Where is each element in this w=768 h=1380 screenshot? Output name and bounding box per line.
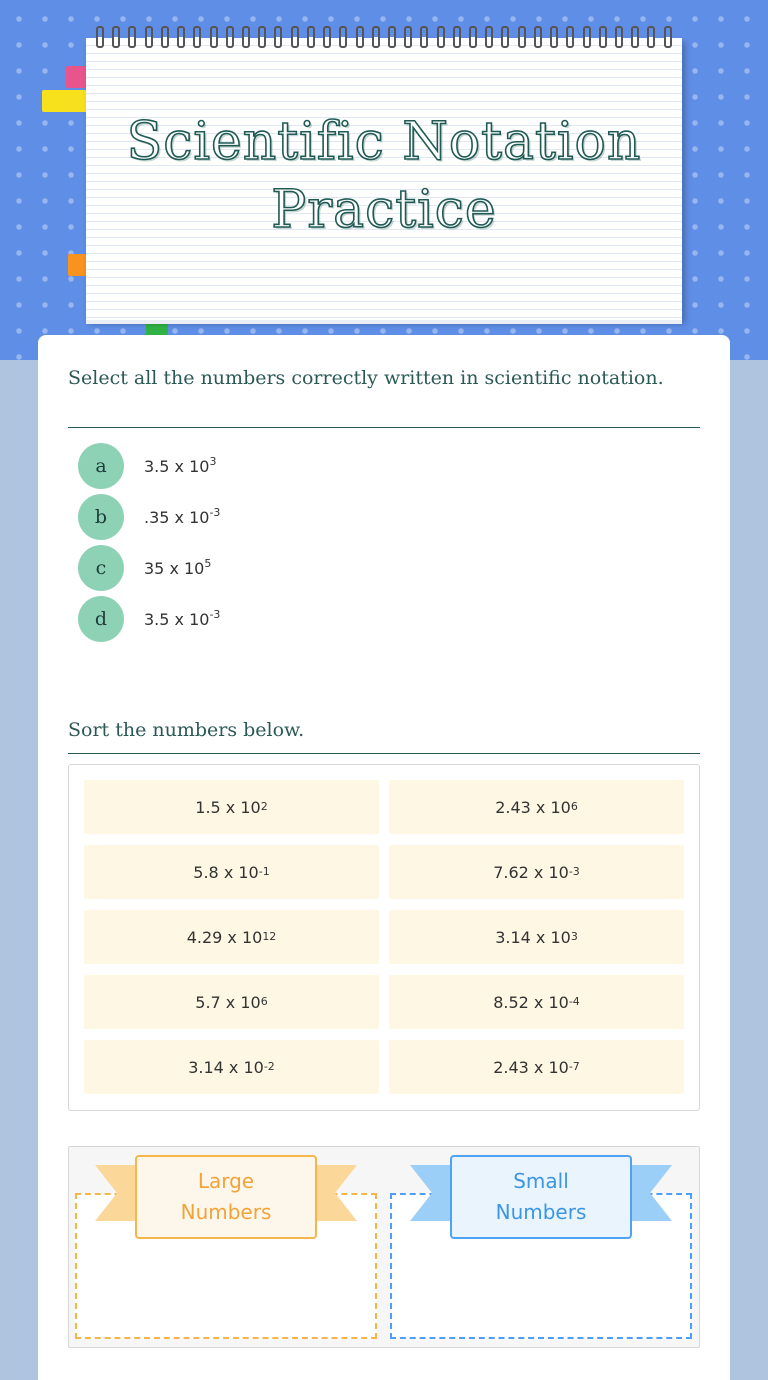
spiral-ring-icon [615, 26, 623, 48]
large-numbers-label: Large Numbers [135, 1155, 317, 1239]
page-title [86, 108, 682, 244]
spiral-ring-icon [566, 26, 574, 48]
spiral-ring-icon [210, 26, 218, 48]
question-2-prompt: Sort the numbers below. [68, 719, 305, 741]
decor-tab-yellow [42, 90, 88, 112]
page-title-line2: Practice [271, 180, 497, 240]
sort-chip[interactable]: 2.43 x 10 -7 [389, 1040, 684, 1094]
page-title-line1: Scientific Notation [126, 112, 642, 172]
spiral-ring-icon [323, 26, 331, 48]
sort-chip[interactable]: 5.8 x 10 -1 [84, 845, 379, 899]
spiral-ring-icon [242, 26, 250, 48]
decor-tab-pink [66, 66, 88, 88]
spiral-ring-icon [485, 26, 493, 48]
option-b[interactable] [78, 494, 220, 540]
divider [68, 427, 700, 428]
sort-chip[interactable]: 3.14 x 10 3 [389, 910, 684, 964]
option-a[interactable] [78, 443, 216, 489]
spiral-ring-icon [177, 26, 185, 48]
spiral-ring-icon [599, 26, 607, 48]
spiral-ring-icon [388, 26, 396, 48]
option-b-badge[interactable]: b [78, 494, 124, 540]
spiral-ring-icon [339, 26, 347, 48]
spiral-ring-icon [193, 26, 201, 48]
sort-chip[interactable]: 2.43 x 10 6 [389, 780, 684, 834]
spiral-ring-icon [161, 26, 169, 48]
spiral-ring-icon [404, 26, 412, 48]
spiral-ring-icon [631, 26, 639, 48]
spiral-ring-icon [647, 26, 655, 48]
spiral-ring-icon [258, 26, 266, 48]
divider [68, 753, 700, 754]
question-1-prompt: Select all the numbers correctly written in scientific notation. [68, 367, 664, 389]
option-a-text: 3.5 x $10^3$ [144, 454, 217, 476]
spiral-ring-icon [469, 26, 477, 48]
decor-tab-orange [68, 254, 88, 276]
spiral-ring-icon [112, 26, 120, 48]
spiral-ring-icon [291, 26, 299, 48]
option-a-badge[interactable]: a [78, 443, 124, 489]
spiral-ring-icon [96, 26, 104, 48]
spiral-ring-icon [664, 26, 672, 48]
option-c-badge[interactable]: c [78, 545, 124, 591]
spiral-ring-icon [128, 26, 136, 48]
spiral-ring-icon [518, 26, 526, 48]
sort-buckets-area [68, 1146, 700, 1348]
spiral-ring-icon [274, 26, 282, 48]
sort-chip[interactable]: 5.7 x 10 6 [84, 975, 379, 1029]
spiral-ring-icon [420, 26, 428, 48]
sort-chip[interactable]: 1.5 x 10 2 [84, 780, 379, 834]
spiral-ring-icon [356, 26, 364, 48]
sort-chip[interactable]: 7.62 x 10 -3 [389, 845, 684, 899]
sort-chip[interactable]: 4.29 x 10 12 [84, 910, 379, 964]
option-c[interactable] [78, 545, 211, 591]
spiral-ring-icon [534, 26, 542, 48]
sort-chip[interactable]: 3.14 x 10 -2 [84, 1040, 379, 1094]
spiral-ring-icon [372, 26, 380, 48]
spiral-ring-icon [453, 26, 461, 48]
option-d-text: 3.5 x $10^{-3}$ [144, 607, 221, 629]
spiral-ring-icon [501, 26, 509, 48]
spiral-ring-icon [550, 26, 558, 48]
spiral-binding-icon [96, 26, 672, 50]
worksheet-card [38, 335, 730, 1380]
sort-items-container [68, 764, 700, 1111]
spiral-ring-icon [307, 26, 315, 48]
spiral-ring-icon [145, 26, 153, 48]
option-b-text: .35 x $10^{-3}$ [144, 505, 221, 527]
option-d-badge[interactable]: d [78, 596, 124, 642]
spiral-ring-icon [583, 26, 591, 48]
option-c-text: 35 x $10^5$ [144, 556, 212, 578]
option-d[interactable] [78, 596, 220, 642]
spiral-ring-icon [437, 26, 445, 48]
spiral-ring-icon [226, 26, 234, 48]
sort-chip[interactable]: 8.52 x 10 -4 [389, 975, 684, 1029]
small-numbers-label: Small Numbers [450, 1155, 632, 1239]
